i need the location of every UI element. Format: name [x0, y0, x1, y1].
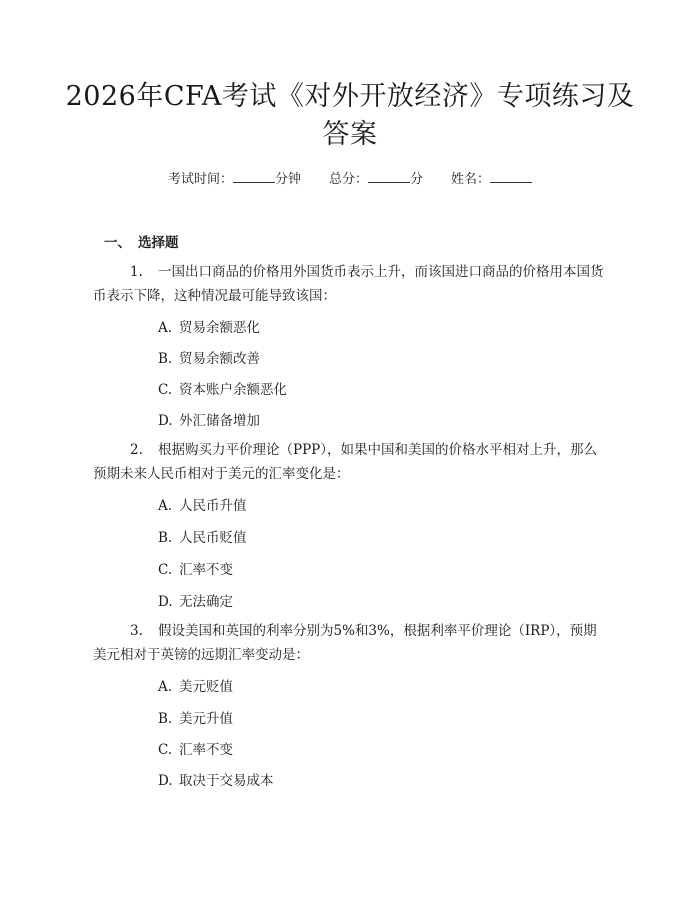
- time-unit: 分钟: [274, 172, 301, 187]
- section-number: 一、: [104, 235, 131, 251]
- question-2-option-c: [158, 558, 233, 578]
- option-text: 贸易余额恶化: [179, 320, 260, 336]
- question-1-option-a: [158, 316, 260, 336]
- score-unit: 分: [410, 172, 424, 187]
- option-letter: A.: [158, 320, 173, 336]
- question-3-option-a: [158, 675, 233, 695]
- option-letter: D.: [158, 594, 173, 610]
- question-2-option-a: [158, 494, 247, 514]
- option-text: 人民币贬值: [179, 530, 247, 546]
- option-letter: C.: [158, 382, 173, 398]
- option-text: 无法确定: [179, 594, 233, 610]
- question-1-option-b: [158, 347, 260, 367]
- question-3-option-b: [158, 707, 233, 727]
- question-number: 3.: [130, 623, 143, 639]
- question-number: 2.: [130, 442, 143, 458]
- question-text: 假设美国和英国的利率分别为5%和3%，根据利率平价理论（IRP），预期美元相对于英镑的远期汇率变动是：: [93, 623, 597, 663]
- option-letter: D.: [158, 413, 173, 429]
- option-letter: A.: [158, 679, 173, 695]
- option-text: 外汇储备增加: [179, 413, 260, 429]
- option-text: 美元升值: [179, 711, 233, 727]
- question-3: [93, 619, 608, 667]
- question-3-option-c: [158, 738, 233, 758]
- option-text: 取决于交易成本: [179, 773, 274, 789]
- option-letter: B.: [158, 530, 173, 546]
- question-1-option-c: [158, 378, 287, 398]
- section-title: 选择题: [138, 235, 179, 251]
- question-1-option-d: [158, 409, 260, 429]
- option-letter: A.: [158, 498, 173, 514]
- option-letter: B.: [158, 351, 173, 367]
- option-letter: B.: [158, 711, 173, 727]
- question-text: 根据购买力平价理论（PPP），如果中国和美国的价格水平相对上升，那么预期未来人民币相对于美元的汇率变化是：: [93, 442, 597, 482]
- question-2-option-d: [158, 590, 233, 610]
- question-number: 1.: [130, 264, 143, 280]
- document-title: 2026年CFA考试《对外开放经济》专项练习及答案: [65, 81, 635, 150]
- question-3-option-d: [158, 769, 274, 789]
- question-1: [93, 260, 608, 308]
- option-text: 美元贬值: [179, 679, 233, 695]
- time-blank: [233, 170, 275, 183]
- option-text: 汇率不变: [179, 562, 233, 578]
- question-text: 一国出口商品的价格用外国货币表示上升，而该国进口商品的价格用本国货币表示下降，这种情况最可能导致该国：: [93, 264, 604, 304]
- option-text: 汇率不变: [179, 742, 233, 758]
- section-heading: [104, 231, 179, 251]
- option-letter: C.: [158, 562, 173, 578]
- score-label: 总分：: [328, 172, 368, 187]
- name-label: 姓名：: [451, 172, 491, 187]
- name-blank: [490, 170, 532, 183]
- option-text: 人民币升值: [179, 498, 247, 514]
- question-2: [93, 438, 608, 486]
- time-label: 考试时间：: [167, 172, 233, 187]
- option-letter: D.: [158, 773, 173, 789]
- question-2-option-b: [158, 526, 247, 546]
- option-text: 资本账户余额恶化: [179, 382, 287, 398]
- option-letter: C.: [158, 742, 173, 758]
- option-text: 贸易余额改善: [179, 351, 260, 367]
- score-blank: [368, 170, 410, 183]
- exam-info-line: [0, 168, 700, 187]
